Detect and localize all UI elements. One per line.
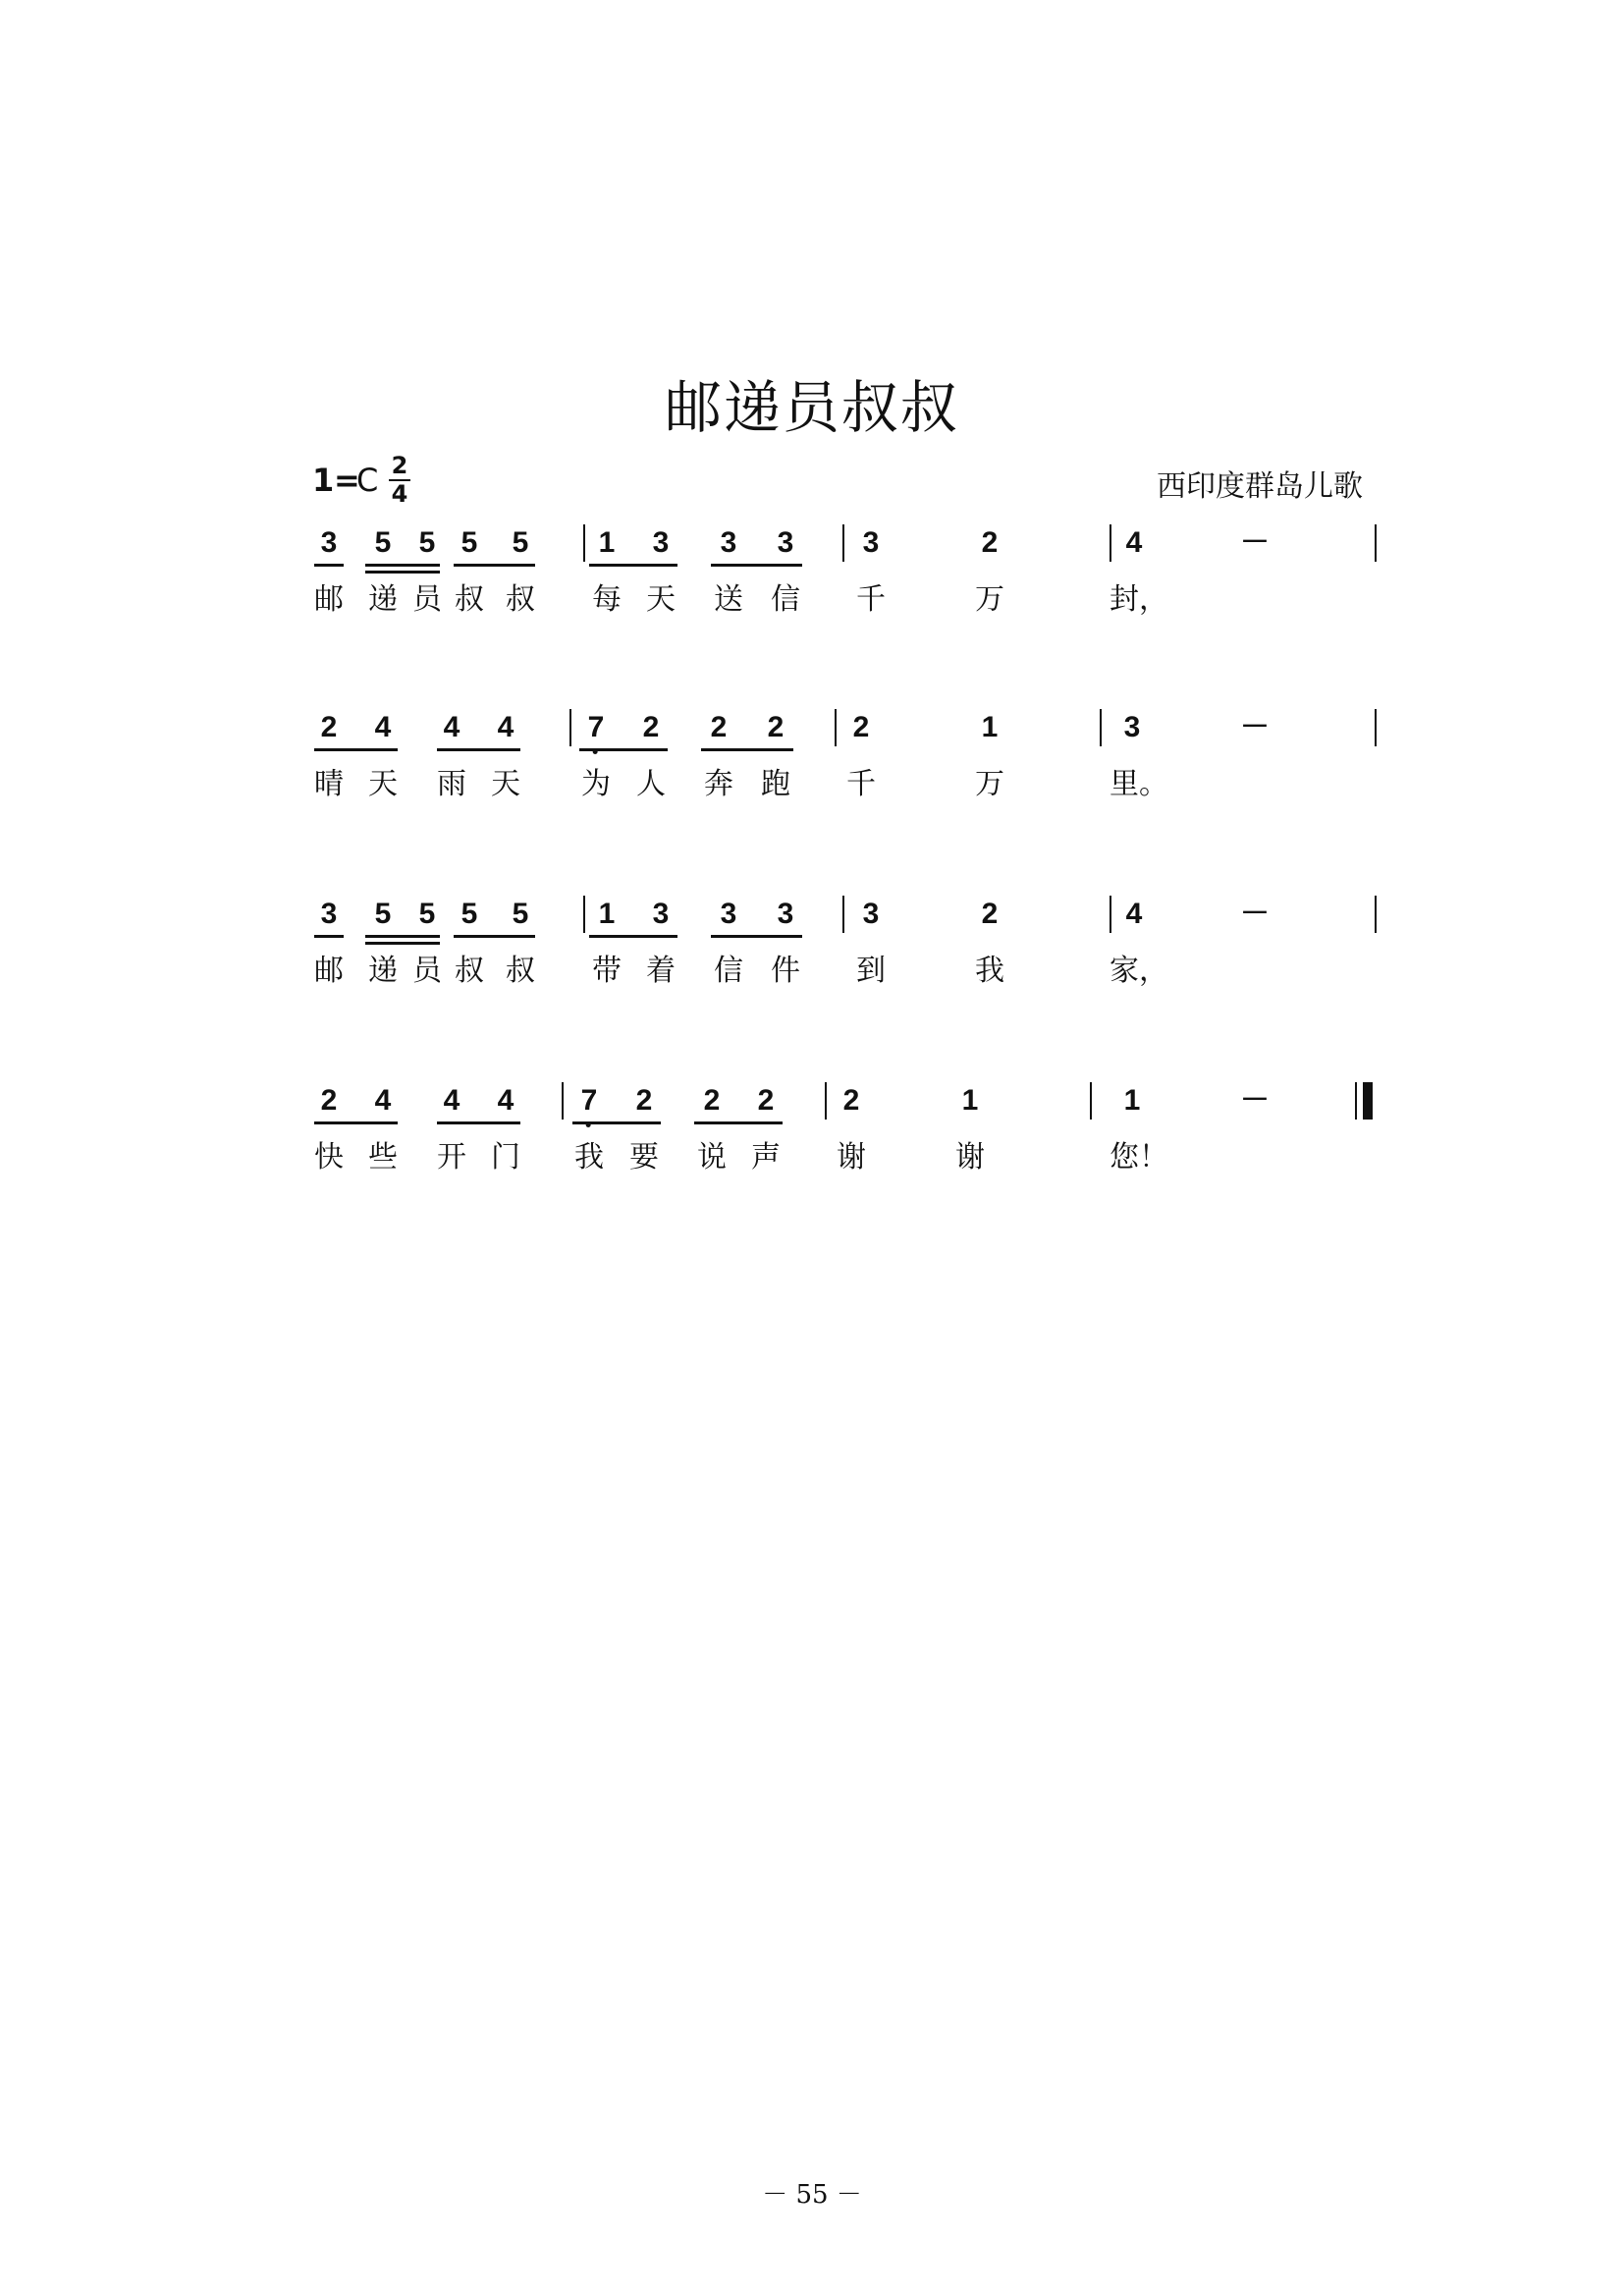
note: 2 (981, 898, 999, 930)
note: 4 (497, 1084, 514, 1117)
lyric-syllable: 奔 (704, 767, 733, 801)
lyric-syllable: 千 (846, 767, 876, 801)
note: 7 (588, 711, 605, 744)
lyric-syllable: 信 (771, 582, 800, 617)
lyric-syllable: 为 (581, 767, 611, 801)
note: 5 (418, 526, 436, 559)
note: 1 (598, 526, 616, 559)
underline-beam (365, 571, 440, 574)
barline (835, 709, 837, 746)
underline-beam (579, 748, 668, 751)
note: 4 (1125, 526, 1143, 559)
lyric-syllable: 千 (856, 582, 886, 617)
lyric-syllable: 您！ (1110, 1140, 1168, 1175)
underline-beam (589, 935, 677, 938)
note: 2 (852, 711, 870, 743)
underline-beam (365, 564, 440, 567)
barline (583, 524, 585, 562)
note: 1 (981, 711, 999, 743)
note: 5 (460, 898, 478, 930)
lyric-syllable: 邮 (314, 954, 344, 988)
score-line-3 (0, 898, 1624, 1055)
underline-beam (454, 935, 535, 938)
lyric-syllable: 递 (368, 954, 398, 988)
underline-beam (314, 935, 344, 938)
lyric-syllable: 要 (629, 1140, 659, 1175)
underline-beam (711, 935, 802, 938)
lyric-syllable: 叔 (506, 582, 535, 617)
note: 2 (320, 1084, 338, 1117)
score-line-2 (0, 711, 1624, 868)
lyric-syllable: 说 (697, 1140, 727, 1175)
lyric-syllable: 跑 (761, 767, 790, 801)
score-line-1 (0, 526, 1624, 683)
lyric-syllable: 叔 (455, 954, 484, 988)
underline-beam (711, 564, 802, 567)
note: 3 (320, 898, 338, 930)
lyric-syllable: 叔 (506, 954, 535, 988)
note: 5 (512, 526, 529, 559)
lyric-syllable: 人 (636, 767, 666, 801)
lyric-syllable: 家， (1110, 954, 1168, 988)
barline (583, 896, 585, 933)
note: － (1240, 711, 1270, 743)
lyric-syllable: 天 (646, 582, 676, 617)
time-beats: 2 (391, 452, 408, 479)
note: 2 (767, 711, 785, 743)
lyric-syllable: 谢 (837, 1140, 866, 1175)
lyric-syllable: 谢 (955, 1140, 985, 1175)
barline (569, 709, 571, 746)
lyric-syllable: 快 (314, 1140, 344, 1175)
lyric-syllable: 件 (771, 954, 800, 988)
note: 2 (710, 711, 728, 743)
underline-beam (314, 748, 398, 751)
lyric-syllable: 信 (714, 954, 743, 988)
underline-beam (365, 935, 440, 938)
key-degree: 1 (312, 462, 335, 499)
note: 2 (635, 1084, 653, 1117)
note: 5 (418, 898, 436, 930)
final-barline (1363, 1082, 1373, 1120)
note: 1 (961, 1084, 979, 1117)
lyric-syllable: 员 (412, 954, 442, 988)
note: 3 (652, 526, 670, 559)
lyric-syllable: 万 (975, 582, 1004, 617)
note: 3 (652, 898, 670, 930)
note: 3 (1123, 711, 1141, 743)
lyric-syllable: 晴 (314, 767, 344, 801)
note: 4 (497, 711, 514, 743)
underline-beam (314, 564, 344, 567)
key-tonic: C (356, 462, 379, 499)
note: － (1240, 1084, 1270, 1117)
underline-beam (314, 1121, 398, 1124)
underline-beam (365, 942, 440, 945)
lyric-syllable: 我 (975, 954, 1004, 988)
note: 3 (720, 898, 737, 930)
lyric-syllable: 着 (646, 954, 676, 988)
lyric-syllable: 我 (574, 1140, 604, 1175)
barline (1100, 709, 1102, 746)
lyric-syllable: 万 (975, 767, 1004, 801)
note: 5 (512, 898, 529, 930)
underline-beam (694, 1121, 783, 1124)
note: 4 (443, 711, 460, 743)
lyric-syllable: 雨 (437, 767, 466, 801)
note: 5 (460, 526, 478, 559)
note: 2 (320, 711, 338, 743)
barline (1375, 709, 1377, 746)
time-signature (389, 454, 410, 507)
time-unit: 4 (391, 480, 408, 508)
note: 3 (720, 526, 737, 559)
lyric-syllable: 带 (592, 954, 622, 988)
note: 2 (981, 526, 999, 559)
underline-beam (454, 564, 535, 567)
lyric-syllable: 每 (592, 582, 622, 617)
note: 4 (1125, 898, 1143, 930)
note: － (1240, 898, 1270, 930)
barline (842, 896, 844, 933)
note: 4 (443, 1084, 460, 1117)
underline-beam (589, 564, 677, 567)
lyric-syllable: 邮 (314, 582, 344, 617)
lyric-syllable: 递 (368, 582, 398, 617)
underline-beam (701, 748, 793, 751)
note: 4 (374, 711, 392, 743)
note: 2 (842, 1084, 860, 1117)
barline (1375, 896, 1377, 933)
note: 2 (642, 711, 660, 743)
note: 1 (1123, 1084, 1141, 1117)
lyric-syllable: 门 (491, 1140, 520, 1175)
lyric-syllable: 开 (437, 1140, 466, 1175)
song-title: 邮递员叔叔 (664, 374, 959, 441)
lyric-syllable: 里。 (1110, 767, 1168, 801)
note: － (1240, 526, 1270, 559)
barline (1090, 1082, 1092, 1120)
lyric-syllable: 天 (491, 767, 520, 801)
note: 2 (757, 1084, 775, 1117)
lyric-syllable: 员 (412, 582, 442, 617)
page-number: － 55 － (762, 2180, 862, 2210)
score-line-4 (0, 1084, 1624, 1241)
note: 3 (777, 526, 794, 559)
barline (1110, 896, 1111, 933)
note: 5 (374, 526, 392, 559)
underline-beam (437, 748, 520, 751)
barline (825, 1082, 827, 1120)
song-source: 西印度群岛儿歌 (1157, 469, 1363, 504)
lyric-syllable: 封， (1110, 582, 1168, 617)
note: 5 (374, 898, 392, 930)
barline (1375, 524, 1377, 562)
underline-beam (572, 1121, 661, 1124)
key-equals: = (334, 462, 360, 499)
lyric-syllable: 到 (856, 954, 886, 988)
note: 2 (703, 1084, 721, 1117)
note: 3 (862, 526, 880, 559)
lyric-syllable: 天 (368, 767, 398, 801)
lyric-syllable: 声 (751, 1140, 781, 1175)
underline-beam (437, 1121, 520, 1124)
note: 3 (320, 526, 338, 559)
lyric-syllable: 送 (714, 582, 743, 617)
lyric-syllable: 叔 (455, 582, 484, 617)
lyric-syllable: 些 (368, 1140, 398, 1175)
barline (562, 1082, 564, 1120)
note: 1 (598, 898, 616, 930)
barline (842, 524, 844, 562)
note: 3 (777, 898, 794, 930)
note: 4 (374, 1084, 392, 1117)
note: 3 (862, 898, 880, 930)
note: 7 (581, 1084, 598, 1118)
barline (1110, 524, 1111, 562)
